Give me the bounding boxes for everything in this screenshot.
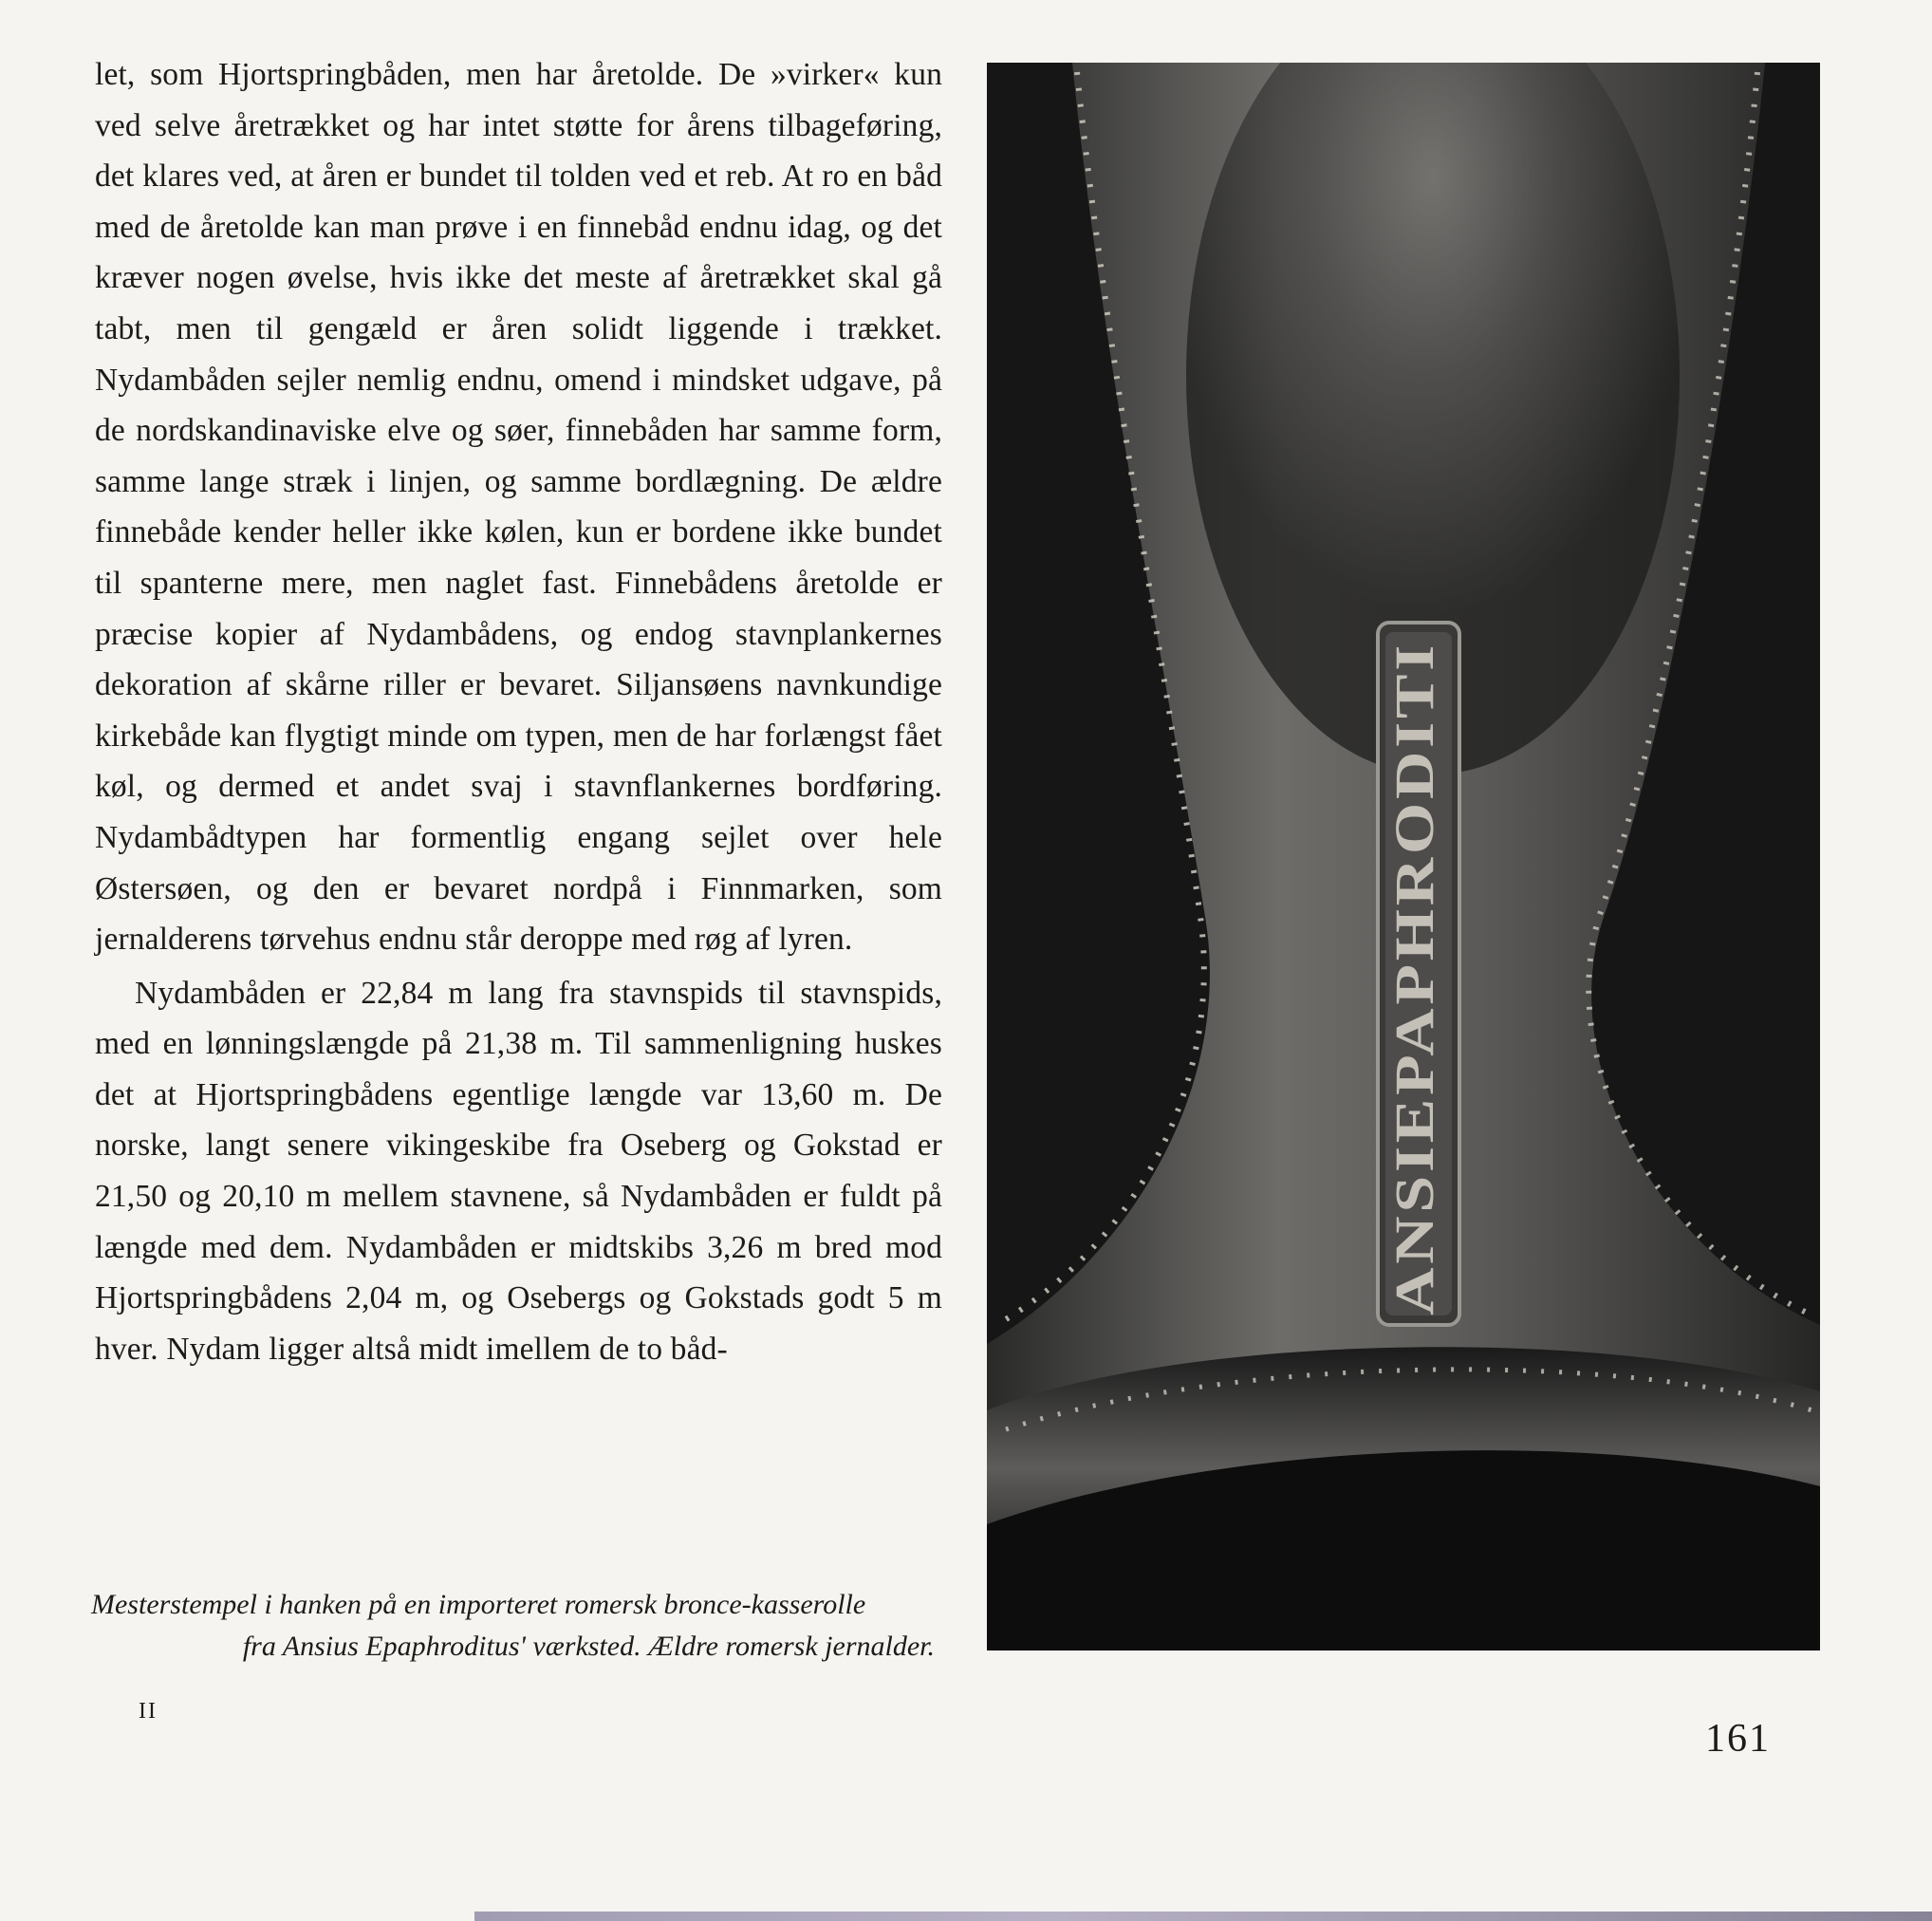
page-number: 161 — [1705, 1717, 1771, 1761]
photo-illustration — [987, 63, 1820, 1651]
scan-edge — [474, 1912, 1932, 1921]
signature-mark: II — [139, 1699, 158, 1724]
caption-line-2: fra Ansius Epaphroditus' værksted. Ældre romersk jernalder. — [242, 1631, 935, 1662]
body-text — [95, 49, 942, 1374]
paragraph-1: let, som Hjortspringbåden, men har åretolde. De »virker« kun ved selve åretrækket og har intet støtte for årens tilbageføring, det klares ved, at åren er bundet til tolden ved et reb. At ro en båd med de åretolde kan man prøve i en finnebåd endnu idag, og det kræver nogen øvelse, hvis ikke det meste af åretrækket skal gå tabt, men til gengæld er åren solidt liggende i trækket. Nydambåden sejler nemlig endnu, omend i mindsket udgave, på de nordskandinaviske elve og søer, finnebåden har samme form, samme lange stræk i linjen, og samme bordlægning. De ældre finnebåde kender heller ikke kølen, kun er bordene ikke bundet til spanterne mere, men naglet fast. Finnebådens åretolde er præcise kopier af Nydambådens, og endog stavnplankernes dekoration af skårne riller er bevaret. Siljansøens navnkundige kirkebåde kan flygtigt minde om typen, men de har forlængst fået køl, og dermed et andet svaj i stavnflankernes bordføring. Nydambådtypen har formentlig engang sejlet over hele Østersøen, og den er bevaret nordpå i Finnmarken, som jernalderens tørvehus endnu står deroppe med røg af lyren. — [95, 57, 942, 958]
stamp-photograph — [987, 63, 1820, 1651]
stamp-text: ANSIEPAPHRODITI — [1384, 756, 1445, 1315]
caption-line-1: Mesterstempel i hanken på en importeret romersk bronce-kasserolle — [91, 1589, 866, 1620]
paragraph-2: Nydambåden er 22,84 m lang fra stavnspids til stavnspids, med en lønningslængde på 21,38 m. Til sammenligning huskes det at Hjortspringbådens egentlige længde var 13,60 m. De norske, langt senere vikingeskibe fra Oseberg og Gokstad er 21,50 og 20,10 m mellem stavnene, så Nydambåden er fuldt på længde med dem. Nydambåden er midtskibs 3,26 m bred mod Hjortspringbådens 2,04 m, og Osebergs og Gokstads godt 5 m hver. Nydam ligger altså midt imellem de to båd- — [95, 975, 942, 1367]
figure-caption — [91, 1584, 935, 1668]
